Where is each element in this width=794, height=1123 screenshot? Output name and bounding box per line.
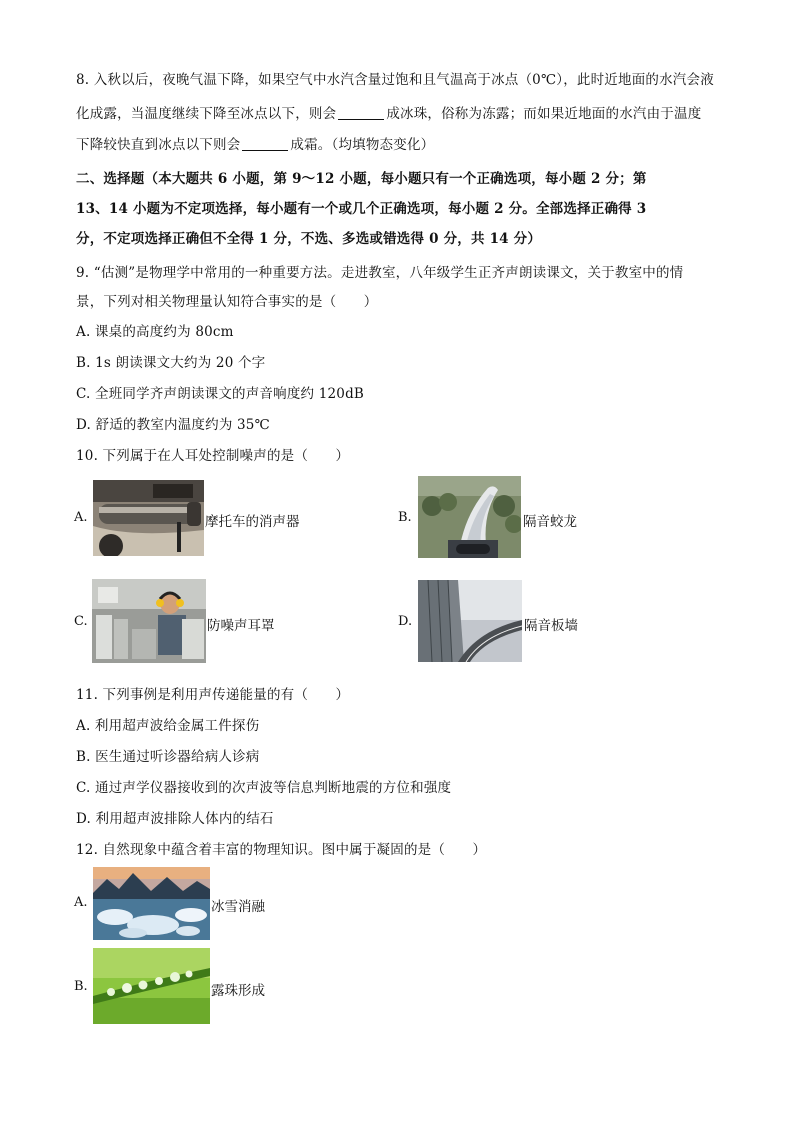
q11-stem: 11. 下列事例是利用声传递能量的有（ ） xyxy=(76,687,350,703)
q8-line-1: 8. 入秋以后，夜晚气温下降，如果空气中水汽含量过饱和且气温高于冰点（0℃），此时近地面的水汽会液 xyxy=(76,72,714,88)
answer-blank[interactable] xyxy=(338,118,384,120)
q10-option-a-letter[interactable]: A. xyxy=(74,510,88,525)
q9-option-b[interactable]: B. 1s 朗读课文大约为 20 个字 xyxy=(76,355,266,371)
q10-option-b-letter[interactable]: B. xyxy=(398,510,412,525)
q8-line-3-after: 成霜。（均填物态变化） xyxy=(290,137,435,153)
motorcycle-muffler-image xyxy=(93,480,204,556)
sound-barrier-wall-image xyxy=(418,580,522,662)
section-2-heading-line-1: 二、选择题（本大题共 6 小题，第 9～12 小题，每小题只有一个正确选项，每小题 2 分；第 xyxy=(76,171,647,187)
melting-ice-image xyxy=(93,867,210,940)
q11-option-b[interactable]: B. 医生通过听诊器给病人诊病 xyxy=(76,749,260,765)
q8-line-3-before: 下降较快直到冰点以下则会 xyxy=(76,137,241,153)
q8-line-2-before: 化成露，当温度继续下降至冰点以下，则会 xyxy=(76,106,337,122)
q9-stem-line-2: 景，下列对相关物理量认知符合事实的是（ ） xyxy=(76,294,378,310)
q11-option-c[interactable]: C. 通过声学仪器接收到的次声波等信息判断地震的方位和强度 xyxy=(76,780,452,796)
earmuffs-worker-image xyxy=(92,579,206,663)
q8-line-2 xyxy=(76,102,701,122)
sound-insulation-tunnel-image xyxy=(418,476,521,558)
q8-line-3 xyxy=(76,133,434,153)
q10-option-b-caption: 隔音蛟龙 xyxy=(523,514,577,530)
q9-stem-line-1: 9. “估测”是物理学中常用的一种重要方法。走进教室，八年级学生正齐声朗读课文，关于教室中的情 xyxy=(76,265,684,281)
dew-drops-image xyxy=(93,948,210,1024)
q12-option-b-caption: 露珠形成 xyxy=(211,983,265,999)
q10-option-a-caption: 摩托车的消声器 xyxy=(205,514,300,530)
q8-line-2-after: 成冰珠，俗称为冻露；而如果近地面的水汽由于温度 xyxy=(386,106,702,122)
q9-option-d[interactable]: D. 舒适的教室内温度约为 35℃ xyxy=(76,417,270,433)
answer-blank[interactable] xyxy=(242,149,288,151)
q10-option-d-letter[interactable]: D. xyxy=(398,614,413,629)
q11-option-a[interactable]: A. 利用超声波给金属工件探伤 xyxy=(76,718,260,734)
q11-option-d[interactable]: D. 利用超声波排除人体内的结石 xyxy=(76,811,274,827)
q9-option-a[interactable]: A. 课桌的高度约为 80cm xyxy=(76,324,234,340)
q12-option-a-letter[interactable]: A. xyxy=(74,895,88,910)
q12-option-b-letter[interactable]: B. xyxy=(74,979,88,994)
q10-option-c-letter[interactable]: C. xyxy=(74,614,88,629)
q12-stem: 12. 自然现象中蕴含着丰富的物理知识。图中属于凝固的是（ ） xyxy=(76,842,487,858)
q9-option-c[interactable]: C. 全班同学齐声朗读课文的声音响度约 120dB xyxy=(76,386,365,402)
section-2-heading-line-2: 13、14 小题为不定项选择，每小题有一个或几个正确选项，每小题 2 分。全部选择正确得 3 xyxy=(76,201,647,217)
section-2-heading-line-3: 分，不定项选择正确但不全得 1 分，不选、多选或错选得 0 分，共 14 分） xyxy=(76,231,542,247)
q10-option-c-caption: 防噪声耳罩 xyxy=(207,618,275,634)
q10-option-d-caption: 隔音板墙 xyxy=(524,618,578,634)
q12-option-a-caption: 冰雪消融 xyxy=(211,899,265,915)
q10-stem: 10. 下列属于在人耳处控制噪声的是（ ） xyxy=(76,448,350,464)
